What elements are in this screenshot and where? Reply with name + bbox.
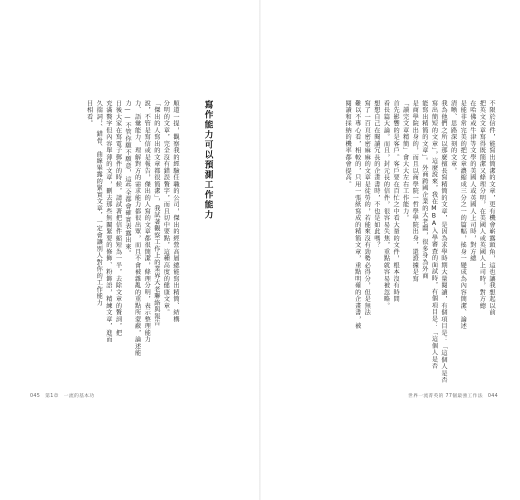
paragraph: 首先影響的是客戶。客戶要在百忙之中看大量的文件，根本沒有時間 — [392, 100, 400, 303]
paragraph: 清晰、思路深刻的文章。 — [449, 100, 457, 175]
paragraph: 說，不管是寫信或是報告，傑出的人寫的文章都很簡潔，條理分明，表示整理能力 — [143, 100, 151, 343]
paragraph: 寫了一百頁密密麻麻的文章是徒勞的，若能來沒有勁勢必得分，但是無法 — [363, 100, 371, 316]
paragraph: 寫出簡短的文章」，這麼說來，我在MBA入學審查的面試時，有個項目是：「這個人是否 — [430, 100, 438, 370]
page-folio-right: 世界一流菁英的 77個最強工作法 044 — [408, 394, 498, 399]
paragraph: 是能非常完美的把文章濃縮成三分之一的篇幅，搖身一變成為內容簡潔、論述 — [459, 100, 467, 330]
paragraph: 順道一提，觀察我的經驗任職的公司，傑出的經營高層總能寫出精簡、結構 — [172, 100, 179, 323]
right-body-text — [343, 100, 497, 384]
paragraph: 日後大家在寫電子郵件的時候，請試著把信件縮短為一半，去除文章的贅詞，把 — [114, 100, 122, 337]
paragraph: 目相看。 — [85, 100, 93, 127]
paragraph: 是商學院出身的，而且以商學院一哲學學院出身，還證據是寫 — [411, 100, 419, 283]
paragraph: 想想自己在閱讀冗長的企畫書時，不也是如此嗎？ — [372, 100, 380, 249]
paragraph: 力——不管你願不願意，這些全都會確實表露出來。 — [124, 100, 132, 257]
paragraph: 在哈佛或牛津等文學的美國人或英國人上司時，對方總 — [468, 100, 476, 262]
paragraph: 「讀完文章精簡」會大大左右工作能力。 — [401, 100, 409, 222]
paragraph: 難以不專心看，相較的，只用一張紙寫成的精簡文章，重點明確的企畫書，被 — [353, 100, 361, 330]
left-body-text — [84, 100, 180, 376]
paragraph: 我為他們之所以那麼擅長寫精簡的文章，是因為求學時期大量閱讀，有個項目是：「這個人是否 — [440, 100, 448, 384]
paragraph: 把英文文章寫得既簡潔又條理分明，在美國人或英國人上司時，對方總 — [478, 100, 486, 310]
paragraph: 分明的文章，完全沒有錯誤贅字，而且切中要點，這種高度的健康文章。 — [162, 100, 170, 316]
paragraph: 「傑出的人寫出的文章都很簡潔」，我試著觀察工作上的業界大老聯絡與報告 — [152, 100, 160, 327]
paragraph: 不限於信件，能寫出簡潔的文章，更有機會嶄露頭角，這也讓我想起以前 — [488, 100, 495, 316]
paragraph: 充滿贅字但內容單薄的文章，刪去那些無關緊要的修飾、粉飾語，精練文章，進而 — [104, 100, 112, 343]
paragraph: 力、語彙能力、理解對方的需求能力都很出眾，而且不會被雜亂的重點所蒙蔽，論述能 — [133, 100, 141, 357]
paragraph: 看長篇大論。而且，封元長的信件，很容易失焦，重點就容易被忽略。 — [382, 100, 390, 310]
paragraph: 久揣詞，、錯骨、曲線畢露的緊實文章，一定會讓別人對你的工作能力 — [95, 100, 103, 307]
right-page — [260, 0, 520, 500]
page-folio-left: 045 第1章 一流的基本功 — [30, 394, 95, 399]
paragraph: 閱讀和採納的機率都會提高。 — [344, 100, 352, 188]
paragraph: 能寫出精簡的文章」。外商跨國企業的大老闆，很多身為外商 — [420, 100, 428, 280]
section-heading: 寫作能力可以預測工作能力 — [203, 100, 213, 220]
